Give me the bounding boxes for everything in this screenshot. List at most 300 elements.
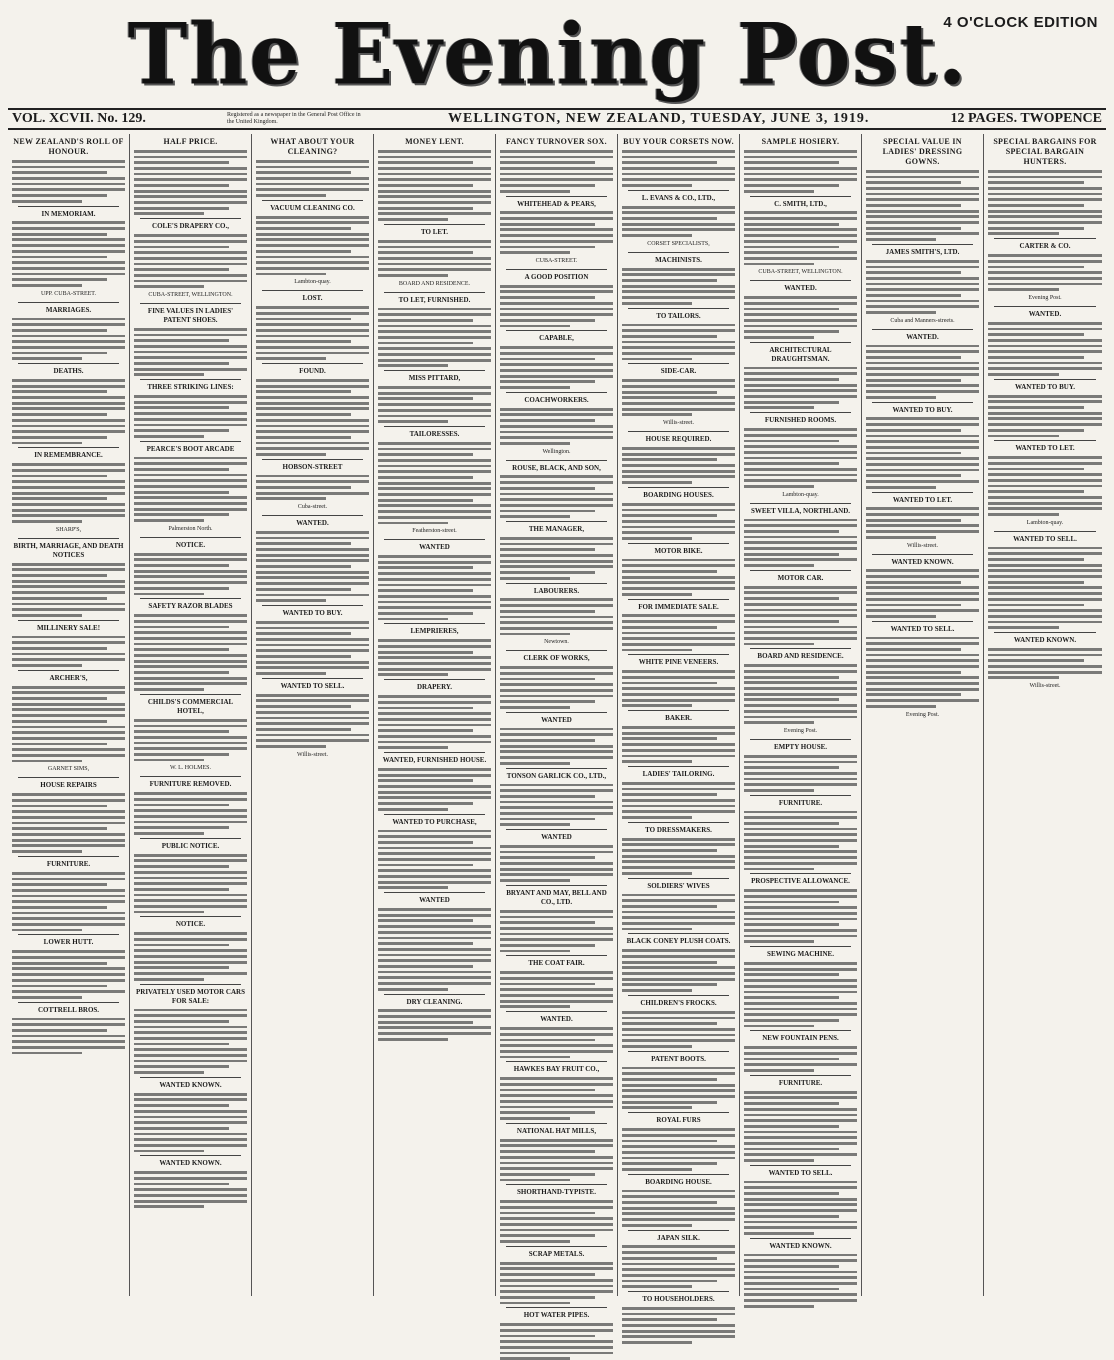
- ad-text-line: [256, 442, 369, 445]
- ad-text-line: [134, 553, 247, 556]
- ad-text-line: [500, 498, 613, 501]
- ad-text-line: [378, 937, 491, 940]
- ad-heading: WANTED.: [1028, 309, 1062, 318]
- ad-text-line: [500, 983, 595, 986]
- ad-text-line: [500, 1234, 595, 1237]
- classified-ad: [500, 654, 613, 709]
- ad-text-line: [12, 912, 125, 915]
- ad-text-line: [378, 448, 491, 451]
- classified-ad: [134, 842, 247, 914]
- classified-ad: [378, 756, 491, 811]
- ad-text-line: [378, 308, 491, 311]
- ad-text-line: [866, 384, 979, 387]
- ad-text-line: [988, 665, 1102, 668]
- ad-text-line: [378, 470, 491, 473]
- ad-text-line: [256, 537, 369, 540]
- ad-address: Newtown.: [544, 639, 569, 646]
- ad-text-line: [622, 1039, 735, 1042]
- ad-text-line: [12, 647, 107, 650]
- ad-text-line: [622, 866, 735, 869]
- ad-text-line: [744, 378, 839, 381]
- ad-text-line: [622, 346, 735, 349]
- classified-ad: [866, 625, 979, 708]
- ad-text-line: [378, 212, 491, 215]
- ad-divider: [628, 933, 729, 934]
- ad-text-line: [500, 1262, 613, 1265]
- ad-text-line: [134, 1121, 247, 1124]
- ad-heading: ROYAL FURS: [656, 1116, 701, 1125]
- ad-text-line: [622, 682, 717, 685]
- ad-text-line: [256, 329, 369, 332]
- ad-text-line: [622, 989, 692, 992]
- ad-text-line: [622, 978, 735, 981]
- classified-ad: [744, 137, 857, 193]
- ad-text-line: [134, 932, 247, 935]
- ad-text-line: [378, 774, 491, 777]
- ad-text-line: [744, 434, 857, 437]
- ad-text-line: [622, 1251, 735, 1254]
- ad-text-line: [12, 731, 125, 734]
- ad-text-line: [988, 221, 1102, 224]
- ad-text-line: [744, 1221, 857, 1224]
- ad-text-line: [622, 1028, 735, 1031]
- ad-divider: [18, 777, 119, 778]
- ad-text-line: [378, 161, 473, 164]
- ad-text-line: [256, 649, 369, 652]
- ad-text-line: [134, 1200, 247, 1203]
- ad-text-line: [500, 1223, 613, 1226]
- ad-text-line: [500, 543, 613, 546]
- ad-heading: MOTOR CAR.: [777, 573, 824, 582]
- ad-text-line: [12, 520, 82, 523]
- classified-ad: [744, 200, 857, 278]
- ad-address: Evening Post.: [905, 711, 940, 718]
- ad-heading: SAMPLE HOSIERY.: [761, 137, 840, 146]
- ad-text-line: [622, 816, 692, 819]
- ad-text-line: [12, 691, 125, 694]
- ad-text-line: [378, 218, 448, 221]
- ad-text-line: [12, 956, 125, 959]
- ad-heading: BUY YOUR CORSETS NOW.: [623, 137, 734, 146]
- ad-text-line: [866, 429, 961, 432]
- ad-text-line: [622, 949, 735, 952]
- ad-heading: WANTED.: [540, 1015, 573, 1024]
- ad-text-line: [134, 167, 247, 170]
- ad-heading: SOLDIERS' WIVES: [647, 881, 710, 890]
- ad-divider: [140, 1155, 241, 1156]
- ad-text-line: [134, 1194, 247, 1197]
- ad-text-line: [378, 493, 491, 496]
- ad-text-line: [256, 705, 351, 708]
- ad-text-line: [988, 456, 1102, 459]
- classified-ad: [12, 860, 125, 932]
- ad-text-line: [134, 362, 229, 365]
- ad-text-line: [622, 268, 735, 271]
- classified-ad: [988, 242, 1102, 303]
- ad-text-line: [256, 402, 369, 405]
- ad-address: Lambton-quay.: [294, 279, 331, 286]
- ad-heading: MARRIAGES.: [45, 305, 92, 314]
- ad-text-line: [134, 1150, 204, 1153]
- ad-heading: IN REMEMBRANCE.: [34, 451, 103, 460]
- ad-text-line: [256, 250, 351, 253]
- ad-text-line: [622, 922, 735, 925]
- classified-ad: [134, 1159, 247, 1208]
- ad-text-line: [134, 759, 204, 762]
- ad-text-line: [378, 741, 491, 744]
- ad-text-line: [744, 553, 839, 556]
- classified-ad: [500, 1311, 613, 1360]
- ad-text-line: [256, 419, 369, 422]
- ad-text-line: [500, 938, 613, 941]
- ad-text-line: [378, 173, 491, 176]
- ad-text-line: [500, 994, 613, 997]
- ad-text-line: [378, 808, 448, 811]
- ad-text-line: [12, 1035, 125, 1038]
- ad-text-line: [500, 1111, 595, 1114]
- ad-text-line: [622, 643, 735, 646]
- classified-ad: [500, 889, 613, 953]
- ad-heading: WANTED KNOWN.: [159, 1159, 222, 1168]
- ad-text-line: [866, 390, 979, 393]
- ad-text-line: [622, 385, 735, 388]
- ad-text-line: [500, 1156, 613, 1159]
- ad-text-line: [866, 688, 979, 691]
- ad-text-line: [744, 1058, 839, 1061]
- ad-text-line: [134, 412, 247, 415]
- classified-ad: [988, 137, 1102, 235]
- ad-text-line: [744, 1002, 857, 1005]
- ad-text-line: [744, 384, 857, 387]
- ad-text-line: [622, 379, 735, 382]
- ad-text-line: [866, 176, 979, 179]
- ad-text-line: [500, 627, 613, 630]
- ad-divider: [384, 292, 485, 293]
- ad-text-line: [744, 457, 857, 460]
- classified-ad: [12, 781, 125, 853]
- ad-text-line: [134, 457, 247, 460]
- ad-text-line: [500, 223, 595, 226]
- ad-divider: [750, 196, 851, 197]
- ad-text-line: [744, 395, 857, 398]
- ad-text-line: [866, 440, 979, 443]
- ad-text-line: [12, 822, 125, 825]
- ad-text-line: [744, 1096, 857, 1099]
- ad-text-line: [622, 290, 735, 293]
- ad-text-line: [988, 356, 1084, 359]
- ad-address: Featherston-street.: [412, 528, 457, 535]
- ad-text-line: [378, 240, 491, 243]
- ad-text-line: [500, 1279, 613, 1282]
- ad-heading: SPECIAL BARGAINS FOR SPECIAL BARGAIN HUNTERS.: [993, 137, 1097, 166]
- ad-heading: FANCY TURNOVER SOX.: [506, 137, 607, 146]
- ad-text-line: [622, 810, 735, 813]
- ad-text-line: [622, 413, 692, 416]
- ad-text-line: [12, 323, 125, 326]
- ad-heading: WANTED: [541, 833, 572, 842]
- ad-address: Evening Post.: [783, 727, 818, 734]
- ad-text-line: [12, 614, 82, 617]
- ad-text-line: [744, 1282, 857, 1285]
- ad-text-line: [134, 798, 247, 801]
- classified-ad: [744, 877, 857, 943]
- classified-ad: [378, 228, 491, 289]
- ad-heading: NOTICE.: [175, 540, 206, 549]
- ad-text-line: [988, 271, 1102, 274]
- ad-text-line: [988, 283, 1102, 286]
- ad-text-line: [134, 871, 247, 874]
- ad-text-line: [378, 353, 491, 356]
- classified-ad: [134, 602, 247, 691]
- ad-text-line: [622, 1224, 692, 1227]
- ad-divider: [262, 459, 363, 460]
- ad-address: CORSET SPECIALISTS,: [647, 240, 710, 247]
- ad-text-line: [378, 841, 473, 844]
- ad-text-line: [866, 469, 979, 472]
- ad-text-line: [500, 1302, 570, 1305]
- ad-text-line: [500, 856, 595, 859]
- ad-text-line: [744, 1091, 857, 1094]
- ad-text-line: [256, 632, 351, 635]
- classified-ad: [12, 210, 125, 299]
- classified-ad: [12, 674, 125, 775]
- ad-text-line: [134, 665, 247, 668]
- ad-heading: SCRAP METALS.: [528, 1249, 585, 1258]
- classified-ad: [622, 137, 735, 187]
- ad-text-line: [500, 1000, 613, 1003]
- ad-text-line: [866, 586, 979, 589]
- ad-text-line: [866, 187, 979, 190]
- ad-text-line: [500, 672, 613, 675]
- classified-ad: [500, 1015, 613, 1058]
- ad-text-line: [500, 211, 613, 214]
- ad-text-line: [744, 991, 857, 994]
- ad-text-line: [744, 564, 814, 567]
- ad-text-line: [622, 799, 735, 802]
- ad-text-line: [378, 965, 473, 968]
- ad-text-line: [744, 687, 857, 690]
- ad-text-line: [988, 193, 1102, 196]
- ad-heading: HALF PRICE.: [163, 137, 218, 146]
- ad-text-line: [988, 586, 1102, 589]
- ad-divider: [140, 984, 241, 985]
- ad-text-line: [134, 1205, 204, 1208]
- ad-text-line: [744, 173, 857, 176]
- ad-text-line: [866, 480, 979, 483]
- classified-ad: [622, 714, 735, 763]
- ad-text-line: [256, 722, 369, 725]
- ad-text-line: [744, 828, 857, 831]
- ad-text-line: [744, 234, 857, 237]
- ad-text-line: [500, 369, 613, 372]
- classified-ad: [134, 222, 247, 300]
- ad-text-line: [256, 728, 351, 731]
- ad-text-line: [500, 977, 613, 980]
- ad-text-line: [500, 933, 613, 936]
- ad-text-line: [134, 1127, 229, 1130]
- ad-text-line: [378, 785, 491, 788]
- ad-text-line: [744, 979, 857, 982]
- ad-text-line: [378, 555, 491, 558]
- ad-text-line: [866, 609, 979, 612]
- ad-text-line: [622, 296, 735, 299]
- ad-text-line: [12, 760, 82, 763]
- ad-text-line: [622, 693, 735, 696]
- ad-text-line: [256, 655, 351, 658]
- ad-text-line: [134, 854, 247, 857]
- ad-text-line: [622, 1212, 735, 1215]
- ad-text-line: [134, 730, 229, 733]
- ad-heading: WANTED.: [296, 519, 329, 528]
- ad-text-line: [988, 362, 1102, 365]
- classified-ad: [622, 1234, 735, 1289]
- ad-text-line: [134, 345, 247, 348]
- ad-heading: L. EVANS & CO., LTD.,: [641, 193, 716, 202]
- ad-text-line: [988, 598, 1102, 601]
- ad-text-line: [12, 850, 82, 853]
- ad-text-line: [622, 1218, 735, 1221]
- ad-text-line: [12, 754, 125, 757]
- ad-text-line: [622, 911, 735, 914]
- ad-text-line: [378, 595, 491, 598]
- ad-heading: WANTED.: [906, 332, 939, 341]
- ad-text-line: [500, 1285, 613, 1288]
- ad-divider: [994, 531, 1096, 532]
- ad-text-line: [134, 865, 229, 868]
- ad-text-line: [378, 1026, 491, 1029]
- classified-ad: [12, 367, 125, 444]
- classified-ad: [134, 383, 247, 438]
- ad-text-line: [256, 548, 369, 551]
- ad-text-line: [256, 335, 369, 338]
- ad-text-line: [134, 804, 229, 807]
- ad-heading: PATENT BOOTS.: [651, 1054, 706, 1063]
- classified-ad: [256, 294, 369, 360]
- ad-text-line: [622, 537, 692, 540]
- ad-text-line: [378, 1015, 491, 1018]
- ad-text-line: [622, 749, 735, 752]
- ad-text-line: [378, 869, 491, 872]
- ad-text-line: [622, 167, 735, 170]
- ad-heading: TO DRESSMAKERS.: [645, 825, 712, 834]
- ad-text-line: [12, 967, 125, 970]
- ad-text-line: [744, 519, 857, 522]
- ad-text-line: [378, 453, 473, 456]
- ad-text-line: [12, 816, 125, 819]
- ad-text-line: [744, 850, 857, 853]
- ad-text-line: [12, 1040, 125, 1043]
- ad-text-line: [744, 1131, 857, 1134]
- ad-address: W. L. HOLMES.: [170, 765, 211, 772]
- ad-text-line: [378, 504, 491, 507]
- ad-text-line: [744, 319, 857, 322]
- ad-text-line: [378, 1032, 491, 1035]
- ad-text-line: [500, 873, 613, 876]
- ad-text-line: [500, 190, 570, 193]
- ad-text-line: [744, 325, 857, 328]
- ad-text-line: [134, 725, 247, 728]
- classified-ad: [866, 137, 979, 241]
- classified-ad: [500, 464, 613, 519]
- ad-text-line: [744, 643, 814, 646]
- ad-text-line: [256, 318, 351, 321]
- classified-ad: [988, 383, 1102, 438]
- ad-text-line: [378, 442, 491, 445]
- ad-text-line: [622, 458, 717, 461]
- classified-ad: [866, 496, 979, 551]
- ad-heading: WANTED KNOWN.: [1013, 636, 1077, 645]
- ad-text-line: [378, 201, 491, 204]
- ad-divider: [750, 570, 851, 571]
- classified-ad: [744, 284, 857, 339]
- ad-text-line: [866, 530, 979, 533]
- ad-text-line: [622, 324, 735, 327]
- ad-text-line: [134, 212, 204, 215]
- ad-text-line: [256, 661, 369, 664]
- ad-text-line: [378, 415, 491, 418]
- ad-text-line: [378, 881, 491, 884]
- ad-text-line: [500, 1100, 613, 1103]
- ad-text-line: [744, 150, 857, 153]
- ad-text-line: [134, 961, 247, 964]
- ad-text-line: [134, 234, 247, 237]
- ad-text-line: [500, 358, 595, 361]
- ad-text-line: [988, 260, 1102, 263]
- ad-text-line: [12, 402, 125, 405]
- ad-text-line: [622, 1207, 735, 1210]
- ad-text-line: [622, 1017, 735, 1020]
- ad-text-line: [134, 564, 229, 567]
- ad-text-line: [622, 1201, 717, 1204]
- ad-text-line: [622, 1257, 717, 1260]
- ad-text-line: [378, 707, 473, 710]
- ad-text-line: [622, 335, 717, 338]
- ad-text-line: [134, 753, 229, 756]
- ad-text-line: [500, 610, 595, 613]
- ad-text-line: [12, 917, 125, 920]
- ad-text-line: [378, 852, 491, 855]
- ad-divider: [18, 363, 119, 364]
- ad-text-line: [12, 591, 125, 594]
- ad-text-line: [134, 637, 247, 640]
- ad-heading: HAWKES BAY FRUIT CO.,: [513, 1065, 600, 1074]
- classified-ad: [134, 920, 247, 980]
- ad-text-line: [744, 308, 839, 311]
- ad-text-line: [134, 660, 247, 663]
- ad-text-line: [622, 1011, 735, 1014]
- ad-text-line: [622, 1162, 717, 1165]
- ad-text-line: [134, 1177, 247, 1180]
- ad-text-line: [378, 847, 491, 850]
- classified-ad: [256, 609, 369, 675]
- ad-text-line: [622, 1168, 692, 1171]
- ad-text-line: [256, 559, 369, 562]
- ad-text-line: [134, 1104, 229, 1107]
- ad-text-line: [134, 274, 247, 277]
- ad-text-line: [866, 170, 979, 173]
- ad-text-line: [378, 347, 491, 350]
- ad-text-line: [988, 254, 1102, 257]
- ad-text-line: [134, 1060, 247, 1063]
- ad-text-line: [378, 612, 473, 615]
- ad-text-line: [744, 263, 814, 266]
- ad-text-line: [622, 732, 735, 735]
- ad-text-line: [378, 668, 491, 671]
- ad-divider: [628, 487, 729, 488]
- ad-text-line: [134, 424, 247, 427]
- ad-address: Evening Post.: [1028, 294, 1062, 301]
- ad-text-line: [744, 401, 839, 404]
